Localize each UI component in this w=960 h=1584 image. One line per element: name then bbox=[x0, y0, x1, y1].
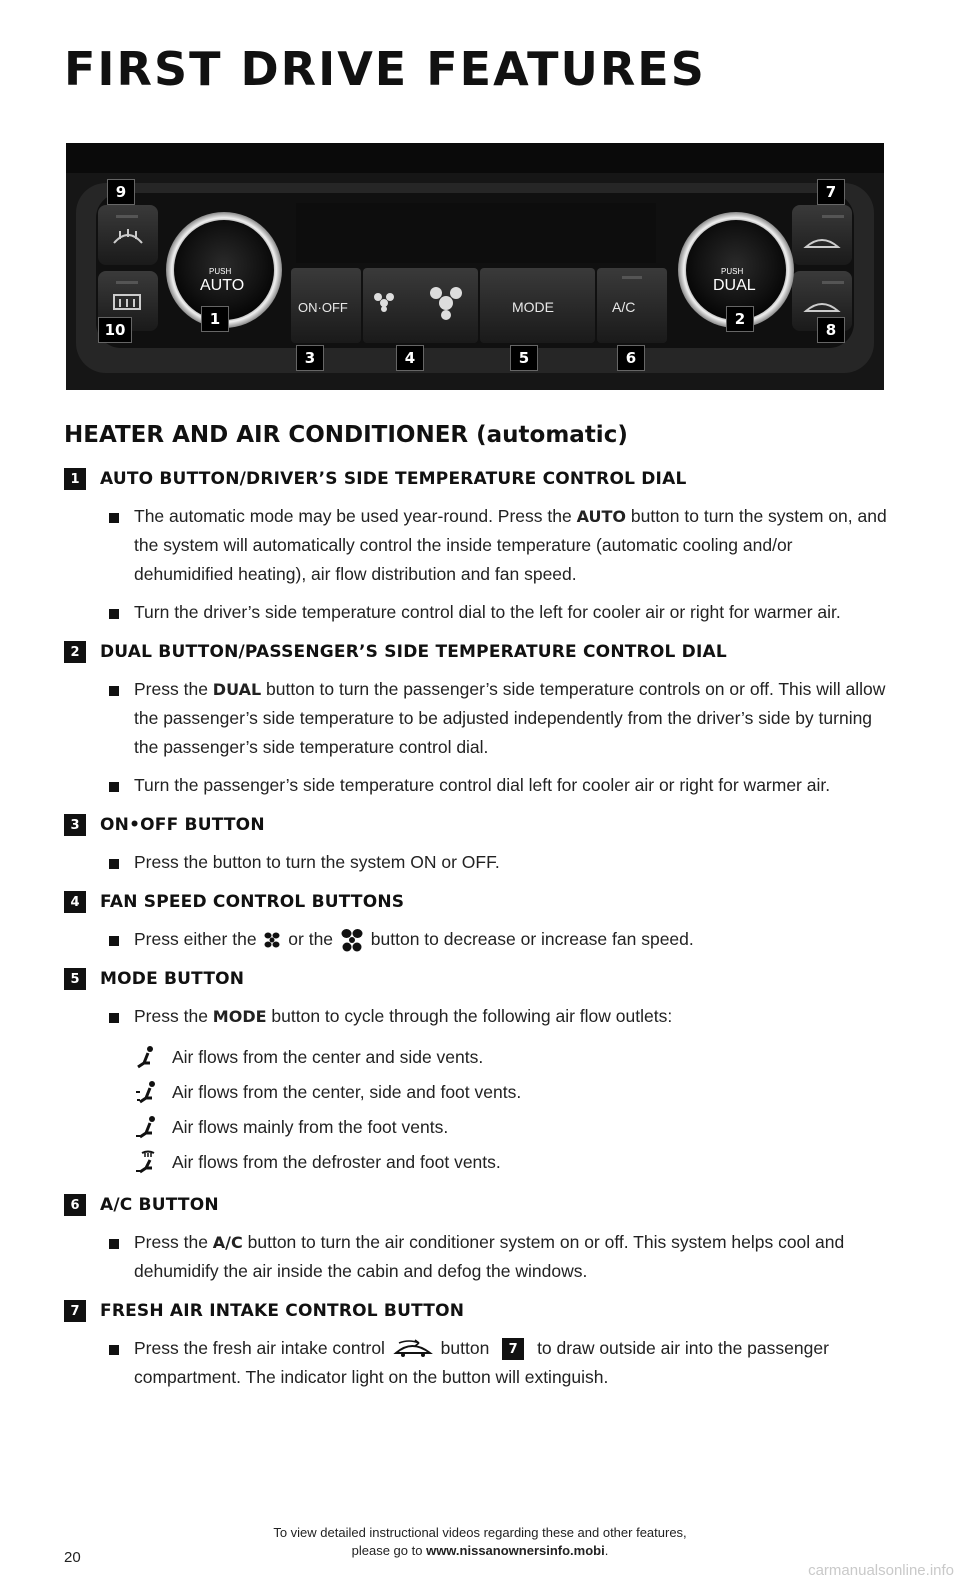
callout-7: 7 bbox=[818, 180, 844, 204]
auto-dial-label[interactable]: AUTO bbox=[200, 277, 245, 294]
mode-option: Air flows mainly from the foot vents. bbox=[64, 1110, 894, 1145]
panel-graphic bbox=[66, 143, 884, 390]
watermark: carmanualsonline.info bbox=[808, 1562, 954, 1579]
callout-9: 9 bbox=[108, 180, 134, 204]
item-number: 2 bbox=[64, 641, 86, 663]
item-number: 1 bbox=[64, 468, 86, 490]
item-title: AUTO BUTTON/DRIVER’S SIDE TEMPERATURE CONTROL DIAL bbox=[100, 469, 687, 489]
page-title: FIRST DRIVE FEATURES bbox=[64, 42, 706, 96]
feature-item-on-off bbox=[64, 812, 894, 877]
bullet-text: The automatic mode may be used year-round. Press the AUTO button to turn the system on, and the system will automatically control the inside temperature (automatic cooling and/or dehumidified heating), air flow distribution and fan speed. bbox=[64, 502, 894, 589]
item-number: 5 bbox=[64, 968, 86, 990]
bullet-text: Press the MODE button to cycle through the following air flow outlets: bbox=[64, 1002, 894, 1031]
feature-item-ac bbox=[64, 1192, 894, 1286]
fan-high-icon bbox=[341, 927, 363, 953]
dual-dial-push-label: PUSH bbox=[721, 267, 744, 276]
climate-panel-photo bbox=[66, 143, 884, 390]
vent-face-icon bbox=[134, 1045, 160, 1071]
fan-low-icon bbox=[264, 931, 280, 949]
item-number: 4 bbox=[64, 891, 86, 913]
item-title: FRESH AIR INTAKE CONTROL BUTTON bbox=[100, 1301, 465, 1321]
callout-2: 2 bbox=[727, 307, 753, 331]
feature-list bbox=[64, 466, 894, 1404]
callout-1: 1 bbox=[202, 307, 228, 331]
footer-note bbox=[0, 1524, 960, 1560]
vent-foot-icon bbox=[134, 1115, 160, 1141]
mode-button[interactable]: MODE bbox=[512, 299, 554, 315]
feature-item-auto bbox=[64, 466, 894, 627]
item-title: FAN SPEED CONTROL BUTTONS bbox=[100, 892, 405, 912]
item-title: ON•OFF BUTTON bbox=[100, 815, 265, 835]
vent-bilevel-icon bbox=[134, 1080, 160, 1106]
callout-8: 8 bbox=[818, 318, 844, 342]
auto-dial-push-label: PUSH bbox=[209, 267, 232, 276]
mode-option: Air flows from the center and side vents. bbox=[64, 1040, 894, 1075]
bullet-text: Turn the passenger’s side temperature control dial left for cooler air or right for warmer air. bbox=[64, 771, 894, 800]
inline-callout-7: 7 bbox=[502, 1338, 524, 1360]
item-title: MODE BUTTON bbox=[100, 969, 245, 989]
callout-6: 6 bbox=[618, 346, 644, 370]
footer-link[interactable]: www.nissanownersinfo.mobi bbox=[426, 1543, 605, 1558]
footer-line-1: To view detailed instructional videos regarding these and other features, bbox=[273, 1525, 687, 1540]
item-number: 6 bbox=[64, 1194, 86, 1216]
ac-button[interactable]: A/C bbox=[612, 299, 636, 315]
feature-item-dual bbox=[64, 639, 894, 800]
on-off-button[interactable]: ON·OFF bbox=[298, 300, 348, 315]
item-title: A/C BUTTON bbox=[100, 1195, 219, 1215]
bullet-text: Turn the driver’s side temperature control dial to the left for cooler air or right for warmer air. bbox=[64, 598, 894, 627]
callout-5: 5 bbox=[511, 346, 537, 370]
section-heading: HEATER AND AIR CONDITIONER (automatic) bbox=[64, 422, 628, 448]
callout-4: 4 bbox=[397, 346, 423, 370]
bullet-text: Press the DUAL button to turn the passenger’s side temperature controls on or off. This will allow the passenger’s side temperature to be adjusted independently from the driver’s side by turning the passenger’s side temperature control dial. bbox=[64, 675, 894, 762]
mode-option: Air flows from the center, side and foot vents. bbox=[64, 1075, 894, 1110]
callout-3: 3 bbox=[297, 346, 323, 370]
bullet-text: Press either the or the button to decrease or increase fan speed. bbox=[64, 925, 894, 954]
footer-line-2: please go to www.nissanownersinfo.mobi. bbox=[351, 1543, 609, 1558]
dual-dial-label[interactable]: DUAL bbox=[713, 277, 756, 294]
item-title: DUAL BUTTON/PASSENGER’S SIDE TEMPERATURE CONTROL DIAL bbox=[100, 642, 727, 662]
item-number: 3 bbox=[64, 814, 86, 836]
feature-item-fan-speed bbox=[64, 889, 894, 954]
feature-item-fresh-air bbox=[64, 1298, 894, 1392]
callout-10: 10 bbox=[99, 318, 131, 342]
vent-defrost-foot-icon bbox=[134, 1150, 160, 1176]
feature-item-mode bbox=[64, 966, 894, 1180]
mode-option: Air flows from the defroster and foot vents. bbox=[64, 1145, 894, 1180]
fresh-air-intake-icon bbox=[393, 1339, 433, 1359]
bullet-text: Press the A/C button to turn the air conditioner system on or off. This system helps cool and dehumidify the air inside the cabin and defog the windows. bbox=[64, 1228, 894, 1286]
bullet-text: Press the fresh air intake control button 7 to draw outside air into the passenger compartment. The indicator light on the button will extinguish. bbox=[64, 1334, 894, 1392]
page-number: 20 bbox=[64, 1549, 81, 1566]
bullet-text: Press the button to turn the system ON or OFF. bbox=[64, 848, 894, 877]
item-number: 7 bbox=[64, 1300, 86, 1322]
